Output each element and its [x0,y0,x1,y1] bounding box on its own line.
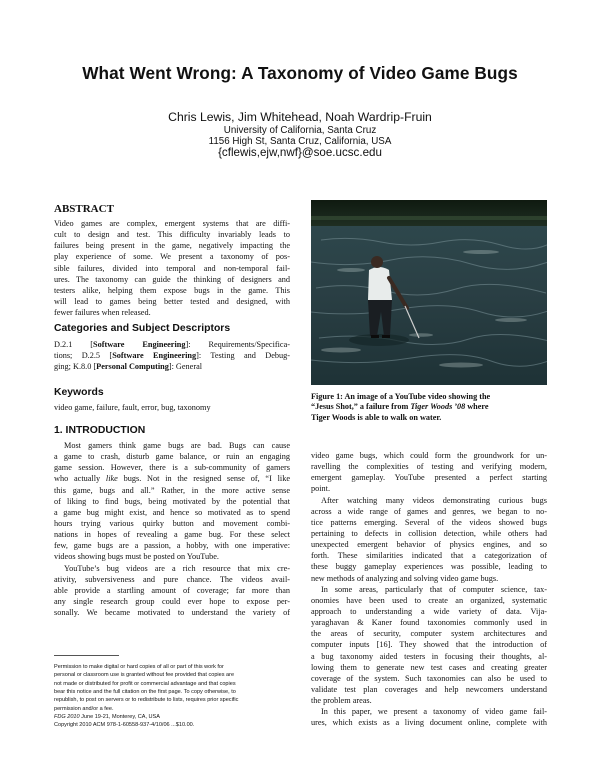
text-line: emergent gameplay. YouTube presented a perfect starting [311,473,547,483]
text-line: a game bug might exist, and hence so motivated as to spend [54,507,290,517]
text-span: Software Engineering [93,340,186,349]
text-line: cult to design and test. This difficulty invariably leads to [54,230,290,240]
abstract-heading: ABSTRACT [54,203,114,215]
text-line: fewer failures when released. [54,308,151,318]
text-line: pertaining to defects in collision detection, while others had [311,528,547,538]
text-line: hours trying various quirky button and movement combi- [54,518,290,528]
permission-line: personal or classroom use is granted without fee provided that copies are [54,672,235,679]
author-email: {cflewis,ejw,nwf}@soe.ucsc.edu [218,146,382,159]
text-line: approach to understanding a wide variety of data. Vija- [311,606,547,616]
abstract-body [54,218,290,318]
permission-line: not made or distributed for profit or commercial advantage and that copies [54,680,236,687]
game-title: Tiger Woods ’08 [410,402,466,412]
text-span: ]: Testing and Debug- [196,351,290,361]
categories-body [54,339,290,372]
figure-image [311,200,547,385]
text-line: tice patterns emerging. Several of the videos showed bugs [311,517,547,527]
text-span: June 19-21, Monterey, CA, USA [79,714,160,721]
footnote-rule [54,655,119,656]
paper-title: What Went Wrong: A Taxonomy of Video Game Bugs [82,63,518,83]
text-line: After watching many videos demonstrating curious bugs [321,495,547,505]
text-line: testers alike, helping them expose bugs in the game. This [54,285,290,295]
text-span: ging; K.8.0 [ [54,362,97,372]
introduction-body [54,440,290,618]
text-span: Software Engineering [112,351,197,361]
text-line: will lead to games being better tested and designed, with [54,296,290,306]
text-line: ures. The taxonomy can guide the thinking of designers and [54,274,290,284]
text-line: nations in hopes of revealing a game bug. For these select [54,530,290,540]
text-line: these buggy gameplay experiences was possible, leading to [311,562,547,572]
text-line: ures, which exists as a living document online, complete with [311,718,547,728]
introduction-heading: 1. INTRODUCTION [54,425,146,436]
text-line [54,473,290,484]
text-line: sonally. We became motivated to understand the variety of [54,608,290,618]
caption-line: Figure 1: An image of a YouTube video showing the [311,392,491,401]
text-line: sible failures, divided into temporal and non-temporal fail- [54,263,290,273]
text-line: of liking to find bugs, being motivated by the potential that [54,496,290,506]
text-span: who actually [54,474,106,484]
text-line: a bug taxonomy aided testers in focusing their thoughts, al- [311,651,547,661]
text-line: forth. These similarities indicated that a categorization of [311,551,547,561]
text-line: the areas of security, computer system architectures and [311,629,547,639]
author-list: Chris Lewis, Jim Whitehead, Noah Wardrip-Fruin [168,110,432,124]
text-line: In this paper, we present a taxonomy of video game fail- [321,707,547,717]
text-line: videos showing bugs must be posted on YouTube. [54,552,219,562]
text-line: Most gamers think game bugs are bad. Bugs can cause [64,441,290,450]
venue-line [54,713,290,721]
keywords-heading: Keywords [54,387,104,398]
text-line: lowing them to generate new test cases and creating greater [311,662,547,672]
text-line: able provide a startling amount of coverage; far more than [54,585,290,595]
affiliation [0,125,600,147]
text-line: point. [311,484,331,494]
text-line: coverage of the system. Such taxonomies can also be used to [311,673,547,683]
text-line: computer inputs [16]. They showed that the introduction of [311,640,547,650]
copyright-line: Copyright 2010 ACM 978-1-60558-937-4/10/06 ...$10.00. [54,722,195,729]
keywords-body [54,402,290,413]
text-line: play experience of some. We present a taxonomy of pos- [54,252,290,262]
permission-line: bear this notice and the full citation on the first page. To copy otherwise, to [54,689,236,696]
text-line: YouTube’s bug videos are a rich resource that mix cre- [64,563,290,573]
text-line: unexpected emergent behavior of physics engines, and so [311,540,547,550]
text-span: where [465,402,489,412]
text-line: ativity, subversiveness and pure chance. The videos avail- [54,574,290,584]
text-span: D.2.1 [ [54,340,93,349]
text-line: few, game bugs are a passion, a hobby, with one imperative: [54,541,290,551]
caption-line [311,402,547,412]
text-span: Personal Computing [96,362,169,372]
venue-name: FDG 2010 [54,714,80,721]
text-line: video game, failure, fault, error, bug, taxonomy [54,403,211,412]
text-line: Video games are complex, emergent systems that are diffi- [54,219,290,228]
text-span: ]: Requirements/Specifica- [185,340,290,349]
permission-line: Permission to make digital or hard copies of all or part of this work for [54,664,224,670]
text-span: ]: General [168,362,203,372]
text-line: video game bugs, which could form the groundwork for un- [311,451,547,460]
text-line: game session. However, there is a sub-community of gamers [54,463,290,473]
introduction-continued [311,450,547,729]
text-line: any single research group could ever hope to expose per- [54,596,290,606]
permission-notice [54,663,290,730]
permission-line: republish, to post on servers or to redistribute to lists, requires prior specific [54,697,239,704]
affiliation-line: 1156 High St, Santa Cruz, California, USA [208,136,392,147]
text-line: onomies have been used to create an organized, systematic [311,595,547,605]
affiliation-line: University of California, Santa Cruz [223,125,377,136]
permission-line: permission and/or a fee. [54,705,114,712]
text-line: failures being present in the game, negatively impacting the [54,241,290,251]
text-line: In some areas, particularly that of computer science, tax- [321,584,547,594]
text-line: this game, bugs and all.” Rather, in the more active sense [54,485,290,495]
text-span: “Jesus Shot,” a failure from [311,402,411,412]
text-line: new methods of analyzing and solving video game bugs. [311,573,499,583]
text-span: bugs. Not in the resigned sense of, “I like [117,474,290,484]
text-line: across a wide range of games and genres, we began to no- [311,506,547,516]
figure-caption [311,392,547,423]
text-line: a game to crash, disturb game balance, or ruin an engaging [54,452,290,462]
golf-scene-image [311,200,547,385]
text-span: tions; D.2.5 [ [54,351,113,361]
text-line: the problem areas. [311,696,372,706]
text-line: ravelling the complexities of testing and verifying modern, [311,462,547,472]
categories-heading: Categories and Subject Descriptors [54,323,231,334]
caption-line: Tiger Woods is able to walk on water. [311,412,442,422]
text-line: yaraghavan & Kaner found taxonomies commonly used in [311,618,547,628]
text-span: like [105,474,118,484]
text-line: validate test plan coverages and help newcomers understand [311,684,547,694]
